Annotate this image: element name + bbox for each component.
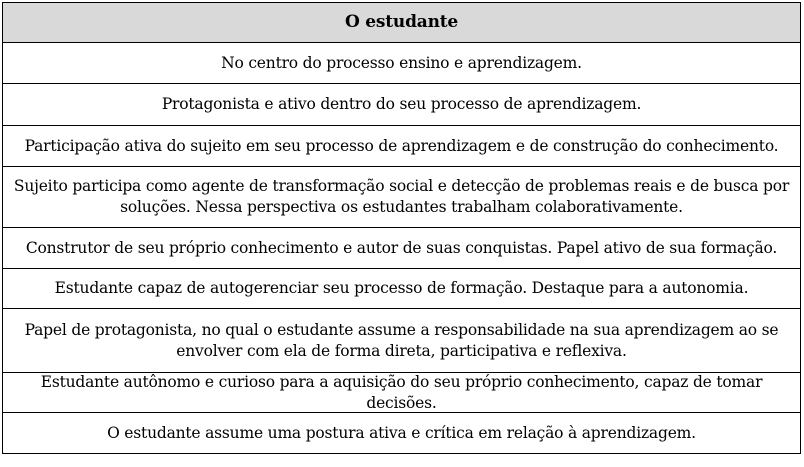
table-header: O estudante: [3, 3, 800, 43]
table-row: Protagonista e ativo dentro do seu processo de aprendizagem.: [3, 84, 800, 126]
table-row: Participação ativa do sujeito em seu processo de aprendizagem e de construção do conhecimento.: [3, 126, 800, 167]
table-row: Estudante capaz de autogerenciar seu processo de formação. Destaque para a autonomia.: [3, 269, 800, 309]
table-row: Construtor de seu próprio conhecimento e autor de suas conquistas. Papel ativo de sua formação.: [3, 228, 800, 269]
table-row: Sujeito participa como agente de transformação social e detecção de problemas reais e de busca por soluções. Nessa perspectiva os estudantes trabalham colaborativamente.: [3, 167, 800, 228]
table-row: Papel de protagonista, no qual o estudante assume a responsabilidade na sua aprendizagem ao se envolver com ela de forma direta, participativa e reflexiva.: [3, 309, 800, 373]
table-row: O estudante assume uma postura ativa e crítica em relação à aprendizagem.: [3, 413, 800, 454]
student-table: [2, 2, 801, 454]
table-row: No centro do processo ensino e aprendizagem.: [3, 43, 800, 84]
table-row: Estudante autônomo e curioso para a aquisição do seu próprio conhecimento, capaz de tomar decisões.: [3, 373, 800, 413]
